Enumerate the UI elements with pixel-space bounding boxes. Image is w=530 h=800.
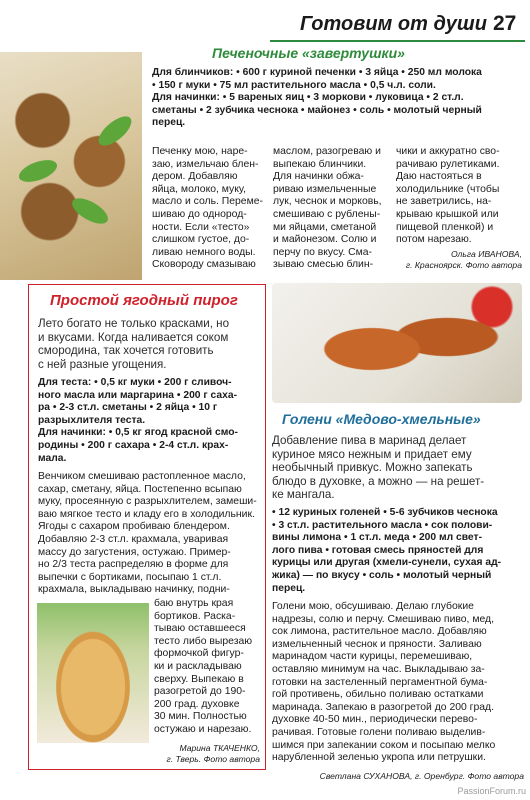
page-number: 27 xyxy=(492,12,517,35)
ingredient-line: сметаны • 2 зубчика чеснока • майонез • соль • молотый черный xyxy=(152,104,482,116)
recipe2-body-right: баю внутрь края бортиков. Раска- тываю оставшееся тесто либо вырезаю формочкой фигур- ки и раскладываю сверху. Выпекаю в разогретой до 190- 200 град. духовке 30 мин. Полностью остужаю и нарезаю. xyxy=(154,598,253,735)
header-rule xyxy=(270,40,525,42)
ingredient-line: перец. xyxy=(152,117,186,129)
recipe2-title: Простой ягодный пирог xyxy=(50,292,238,309)
ingredient-line: Для блинчиков: • 600 г куриной печенки • 3 яйца • 250 мл молока xyxy=(152,67,482,78)
berry-pie-photo xyxy=(37,603,149,743)
recipe1-ingredients xyxy=(152,67,524,130)
watermark: PassionForum.ru xyxy=(457,786,526,796)
liver-rolls-photo xyxy=(0,52,142,280)
recipe1-column-3: чики и аккуратно сво- рачиваю рулетиками. Даю настояться в холодильнике (чтобы не заветрились, на- крываю крышкой или пищевой пленкой) и потом нарезаю. xyxy=(396,146,500,246)
recipe1-title: Печеночные «завертушки» xyxy=(212,45,405,61)
recipe2-author: Марина ТКАЧЕНКО, г. Тверь. Фото автора xyxy=(166,743,260,764)
recipe1-column-1: Печенку мою, наре- заю, измельчаю блен- дером. Добавляю яйца, молоко, муку, масло и соль. Переме- шиваю до однород- ности. Если «тесто» слишком густое, до- ливаю немного воды. Сковороду смазываю xyxy=(152,146,263,271)
recipe2-ingredients: Для теста: • 0,5 кг муки • 200 г сливоч- ного масла или маргарина • 200 г саха- ра • 2-3 ст.л. сметаны • 2 яйца • 10 г разрыхлителя теста. Для начинки: • 0,5 кг ягод красной смо- родины • 200 г сахара • 2-4 ст.л. крах- мала. xyxy=(38,377,238,464)
recipe2-body: Венчиком смешиваю растопленное масло, сахар, сметану, яйца. Постепенно всыпаю муку, просеянную с разрыхлителем, замеши- ваю мягкое тесто и кладу его в холодильник. Ягоды с сахаром пробиваю блендером. Добавляю 2-3 ст.л. крахмала, уваривая массу до загустения, остужаю. Пример- но 2/3 теста распределяю в форме для выпечки с бортиками, посыпаю 1 ст.л. крахмала, выкладываю начинку, подни- xyxy=(38,471,257,596)
recipe3-body: Голени мою, обсушиваю. Делаю глубокие надрезы, солю и перчу. Смешиваю пиво, мед, сок лимона, растительное масло. Добавляю измельченный чеснок и пряности. Заливаю маринадом части курицы, перемешиваю, оставляю минимум на час. Выкладываю за- готовки на застеленный пергаментной бума- гой противень, обильно поливаю остатками маринада. Запекаю в разогретой до 200 град. духовке 40-50 мин., периодически перево- рачивая. Готовые голени поливаю выделив- шимся при запекании соком и посыпаю мелко нарубленной зеленью укропа или петрушки. xyxy=(272,601,496,764)
recipe3-ingredients: • 12 куриных голеней • 5-6 зубчиков чеснока • 3 ст.л. растительного масла • сок полови- вины лимона • 1 ст.л. меда • 200 мл свет- лого пива • готовая смесь пряностей для курицы или другая (хмели-сунели, сухая ад- жика) — по вкусу • соль • молотый черный перец. xyxy=(272,507,502,594)
recipe3-title: Голени «Медово-хмельные» xyxy=(282,411,481,427)
recipe3-lead: Добавление пива в маринад делает куриное мясо нежным и придает ему необычный привкус. Можно запекать блюдо в духовке, а можно — на решет- ке мангала. xyxy=(272,434,485,502)
recipe3-author: Светлана СУХАНОВА, г. Оренбург. Фото автора xyxy=(319,771,524,781)
section-title: Готовим от души xyxy=(300,13,487,35)
recipe1-author: Ольга ИВАНОВА, г. Красноярск. Фото автора xyxy=(405,249,522,270)
chicken-drumsticks-photo xyxy=(272,283,522,403)
recipe1-column-2: маслом, разогреваю и выпекаю блинчики. Для начинки обжа- риваю измельченные лук, чеснок и морковь, смешиваю с рублены- ми яйцами, сметаной и майонезом. Солю и перчу по вкусу. Сма- зываю смесью блин- xyxy=(273,146,382,271)
ingredient-line: Для начинки: • 5 вареных яиц • 3 моркови • луковица • 2 ст.л. xyxy=(152,92,464,104)
ingredient-line: • 150 г муки • 75 мл растительного масла • 0,5 ч.л. соли. xyxy=(152,79,436,91)
recipe2-lead: Лето богато не только красками, но и вкусами. Когда наливается соком смородина, так хочется готовить с ней разные угощения. xyxy=(38,317,230,371)
page-header xyxy=(300,12,522,42)
